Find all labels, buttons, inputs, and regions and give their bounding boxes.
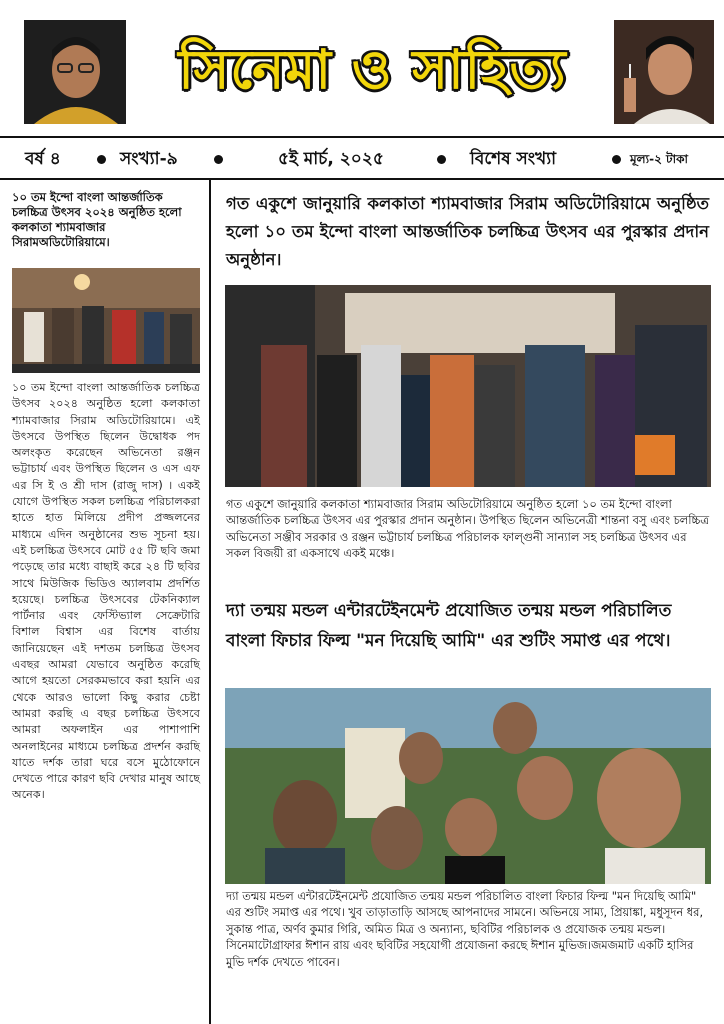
masthead-title: সিনেমা ও সাহিত্য bbox=[178, 38, 567, 101]
bottom-rule bbox=[0, 178, 724, 180]
film-crew-selfie-image bbox=[225, 688, 711, 884]
left-headline: ১০ তম ইন্দো বাংলা আন্তর্জাতিক চলচ্চিত্র উৎসব ২০২৪ অনুষ্ঠিত হলো কলকাতা শ্যামবাজার সিরামঅডিটোরিয়ামে। bbox=[12, 190, 182, 249]
issue-special: বিশেষ সংখ্যা bbox=[470, 149, 557, 169]
left-article-body: ১০ তম ইন্দো বাংলা আন্তর্জাতিক চলচ্চিত্র উৎসব ২০২৪ অনুষ্ঠিত হলো কলকাতা শ্যামবাজার সিরাম অডিটোরিয়ামে। এই উৎসবে উপস্থিত ছিলেন উদ্বোধক পদ অলংকৃত করেছেন অভিনেতা রঞ্জন ভট্টাচার্য এবং উপস্থিত ছিলেন ও এস এফ এর সি ই ও শ্রী দাস (রাজু দাস) । একই যোগে উপস্থিত সকল চলচ্চিত্র পরিচালকরা হাতে হাত মিলিয়ে প্রদীপ প্রজ্জলনের মাধ্যমে এদিন অনুষ্ঠানের শুভ সূচনা হয়। এই চলচ্চিত্র উৎসবে মোট ৫৫ টি ছবি জমা পড়েছে তার মধ্যে বাছাই করে ২৪ টি ছবির সাথে মিউজিক ভিডিও অ্যালবাম প্রদর্শিত হয়েছে। চলচ্চিত্র উৎসবের টেকনিক্যাল পার্টনার এবং ফেস্টিভ্যাল সেক্রেটারি বিশাল বিশ্বাস এর বিশেষ বার্তায় জানিয়েছেন এই দশতম চলচ্চিত্র উৎসব এবছর আমরা যেভাবে অনুষ্ঠিত করেছি আগে হয়তো সেরকমভাবে করা হয়নি এর থেকে আরও ভালো কিছু করার চেষ্টা আমরা করছি এ বছর চলচ্চিত্র উৎসবে আমরা অফলাইন এর পাশাপাশি অনলাইনের মাধ্যমে চলচ্চিত্র প্রদর্শন করছি যাতে দর্শক তারা ঘরে বসে মুঠোফোনে দেখতে পারে কারণ ছবি দেখার মানুষ আছে অনেক। bbox=[12, 381, 200, 802]
issue-number: সংখ্যা-৯ bbox=[120, 149, 178, 169]
masthead-portrait-left bbox=[24, 20, 126, 124]
separator-dot bbox=[437, 155, 446, 164]
article1-caption: গত একুশে জানুয়ারি কলকাতা শ্যামবাজার সিরাম অডিটোরিয়ামে অনুষ্ঠিত হলো ১০ তম ইন্দো বাংলা আন্তর্জাতিক চলচ্চিত্র উৎসব এর পুরস্কার প্রদান অনুষ্ঠান। উপস্থিত ছিলেন অভিনেত্রী শান্তনা বসু এবং চলচ্চিত্র অভিনেতা সঞ্জীব সরকার ও রঞ্জন ভট্টাচার্য চলচ্চিত্র পরিচালক ফাল্গুনী সান্যাল সহ চলচ্চিত্র উৎসব এর সকল বিজয়ী রা একসাথে একই মঞ্চে। bbox=[226, 497, 710, 561]
article2-headline: দ্যা তন্ময় মন্ডল এন্টারটেইনমেন্ট প্রযোজিত তন্ময় মন্ডল পরিচালিত বাংলা ফিচার ফিল্ম "মন দিয়েছি আমি" এর শুটিং সমাপ্ত এর পথে। bbox=[226, 601, 672, 651]
column-divider bbox=[209, 180, 211, 1024]
separator-dot bbox=[214, 155, 223, 164]
article1-photo bbox=[225, 285, 711, 487]
portrait-right-image bbox=[614, 20, 714, 124]
issue-volume: বর্ষ ৪ bbox=[25, 149, 61, 169]
masthead-portrait-right bbox=[614, 20, 714, 124]
separator-dot bbox=[612, 155, 621, 164]
issue-price: মূল্য-২ টাকা bbox=[630, 152, 688, 166]
award-ceremony-group-image bbox=[225, 285, 711, 487]
top-rule bbox=[0, 136, 724, 138]
article2-caption: দ্যা তন্ময় মন্ডল এন্টারটেইনমেন্ট প্রযোজিত তন্ময় মন্ডল পরিচালিত বাংলা ফিচার ফিল্ম "মন দিয়েছি আমি" এর শুটিং সমাপ্ত এর পথে। খুব তাড়াতাড়ি আসছে আপনাদের সামনে। অভিনয়ে সাম্য, প্রিয়াঙ্কা, মধুসূদন ধর, সুকান্ত পাত্র, অর্ণব কুমার গিরি, অমিত মিত্র ও অন্যান্য, ছবিটির পরিচালক ও প্রযোজক তন্ময় মন্ডল। সিনেমাটোগ্রাফার ঈশান রায় এবং ছবিটির সহযোগী প্রযোজনা করছে ঈশান মুভিজ।জমজমাট একটি হাসির মুভি দর্শক দেখতে পাবেন। bbox=[226, 889, 704, 969]
article1-headline: গত একুশে জানুয়ারি কলকাতা শ্যামবাজার সিরাম অডিটোরিয়ামে অনুষ্ঠিত হলো ১০ তম ইন্দো বাংলা আন্তর্জাতিক চলচ্চিত্র উৎসব এর পুরস্কার প্রদান অনুষ্ঠান। bbox=[226, 194, 709, 269]
separator-dot bbox=[97, 155, 106, 164]
article2-photo bbox=[225, 688, 711, 884]
portrait-left-image bbox=[24, 20, 126, 124]
award-ceremony-small-image bbox=[12, 268, 200, 373]
issue-date: ৫ই মার্চ, ২০২৫ bbox=[278, 149, 384, 169]
left-photo bbox=[12, 268, 200, 373]
